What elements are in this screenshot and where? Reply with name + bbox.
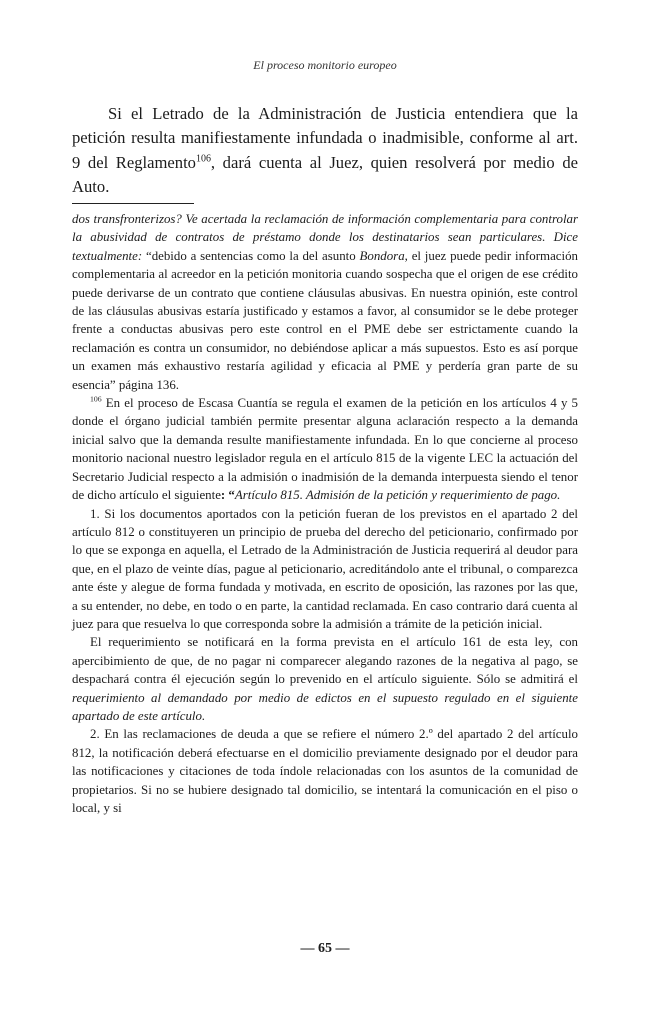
footnote-italic: requerimiento al demandado por medio de edictos en el supuesto regulado en el siguiente apartado de este artículo. [72, 690, 578, 723]
footnote-text: En el proceso de Escasa Cuantía se regula el examen de la petición en los artículos 4 y 5 donde el órgano judicial también permite presentar alguna aclaración respecto a la demanda inicial salvo que la demanda resulte manifiestamente infundada. En lo que concierne al proceso monitorio nacional nuestro legislador regula en el artículo 815 de la vigente LEC la actuación del Secretario Judicial respecto a la admisión o inadmisión de la demanda interpuesta siendo el tenor de dicho artículo el siguiente [72, 396, 578, 503]
footnote-text: , el juez puede pedir información complementaria al acreedor en la petición monitoria cuando sospecha que el origen de ese crédito puede derivarse de un contrato que contiene cláusulas abusivas. En nuestra opinión, este control de las cláusulas abusivas estaría justificado y estamos a favor, al consumidor se le debe proteger frente a conductas abusivas pero este control en el PME debe ser estrictamente cuando la reclamación es contra un consumidor, no debiéndose aplicar a más supuestos. Esto es así porque un examen más exhaustivo restaría agilidad y eficacia al PME y perdería gran parte de su esencia” página 136. [72, 248, 578, 392]
page-number: — 65 — [300, 941, 350, 956]
footnote-separator [72, 203, 194, 204]
footnotes [72, 210, 578, 817]
running-head: El proceso monitorio europeo [253, 58, 397, 72]
footnote-text: El requerimiento se notificará en la forma prevista en el artículo 161 de esta ley, con apercibimiento de que, de no pagar ni comparecer alegando razones de la negativa al pago, se despachará contra él ejecución según lo prevenido en el artículo siguiente. Sólo se admitirá el [72, 635, 578, 687]
footnote-colon: : “ [220, 488, 235, 503]
main-text-part: , dará cuenta al Juez, quien resolverá por medio de Auto. [72, 152, 578, 196]
footnote-italic: dos transfronterizos? Ve acertada la reclamación de información complementaria para controlar la abusividad de contratos de préstamo donde los destinatarios sean particulares. Dice textualmente: [72, 212, 578, 263]
main-text [72, 102, 578, 199]
main-text-part: Si el Letrado de la Administración de Justicia entendiera que la petición resulta manifiestamente infundada o inadmisible, conforme al art. 9 del Reglamento [72, 104, 578, 172]
article-title: Artículo 815. Admisión de la petición y requerimiento de pago. [234, 488, 561, 503]
footnote-number: 106 [90, 394, 102, 404]
main-paragraph [72, 102, 578, 199]
quoted-paragraph: 1. Si los documentos aportados con la petición fueran de los previstos en el apartado 2 del artículo 812 o constituyeren un principio de prueba del derecho del peticionario, confirmado por lo que se exponga en aquella, el Letrado de la Administración de Justicia requerirá al deudor para que, en el plazo de veinte días, pague al peticionario, acreditándolo ante el tribunal, o comparezca ante éste y alegue de forma fundada y motivada, en escrito de oposición, las razones por las que, a su entender, no debe, en todo o en parte, la cantidad reclamada. En caso contrario dará cuenta al juez para que resuelva lo que corresponda sobre la admisión a trámite de la petición inicial. [72, 506, 578, 631]
quoted-paragraph: 2. En las reclamaciones de deuda a que se refiere el número 2.º del apartado 2 del artículo 812, la notificación deberá efectuarse en el domicilio previamente designado por el deudor para las notificaciones y citaciones de toda índole relacionadas con los asuntos de la comunidad de propietarios. Si no se hubiere designado tal domicilio, se intentará la comunicación en el piso o local, y si [72, 727, 578, 815]
footnote-text: “debido a sentencias como la del asunto [142, 248, 360, 263]
quoted-paragraph [72, 633, 578, 725]
footnote-continuation [72, 210, 578, 394]
case-name: Bondora [359, 248, 405, 263]
footnote-reference[interactable]: 106 [195, 153, 211, 165]
footnote-106 [72, 394, 578, 504]
